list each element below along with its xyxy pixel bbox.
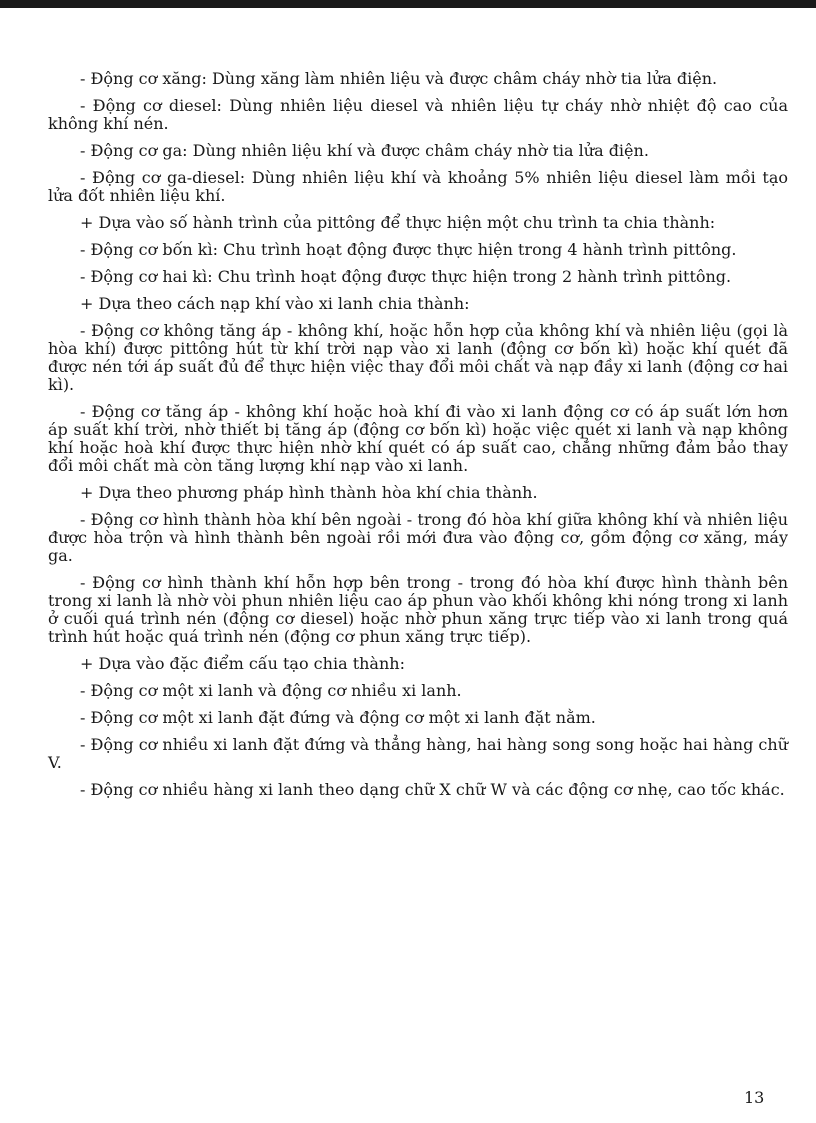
paragraph: + Dựa vào đặc điểm cấu tạo chia thành: [80,654,405,673]
scan-top-edge [0,0,816,8]
page-number: 13 [744,1088,765,1107]
paragraph: - Động cơ một xi lanh đặt đứng và động cơ một xi lanh đặt nằm. [80,708,596,727]
paragraph: - Động cơ không tăng áp - không khí, hoặc hỗn hợp của không khí và nhiên liệu (gọi là hòa khí) được pittông hút từ khí trời nạp vào xi lanh (động cơ bốn kì) hoặc khí quét đã được nén tới áp suất đủ để thực hiện việc thay đổi môi chất và nạp đầy xi lanh (động cơ hai kì). [48,321,788,394]
paragraph: + Dựa theo phương pháp hình thành hòa khí chia thành. [80,483,538,502]
paragraph: - Động cơ tăng áp - không khí hoặc hoà khí đi vào xi lanh động cơ có áp suất lớn hơn áp suất khí trời, nhờ thiết bị tăng áp (động cơ bốn kì) hoặc việc quét xi lanh và nạp không khí hoặc hoà khí được thực hiện nhờ khí quét có áp suất cao, chẳng những đảm bảo thay đổi môi chất mà còn tăng lượng khí nạp vào xi lanh. [48,402,788,475]
paragraph: - Động cơ ga: Dùng nhiên liệu khí và được châm cháy nhờ tia lửa điện. [80,141,649,160]
paragraph: - Động cơ bốn kì: Chu trình hoạt động được thực hiện trong 4 hành trình pittông. [80,240,737,259]
paragraph: - Động cơ nhiều xi lanh đặt đứng và thẳng hàng, hai hàng song song hoặc hai hàng chữ V. [48,735,788,772]
paragraph: - Động cơ hình thành khí hỗn hợp bên trong - trong đó hòa khí được hình thành bên trong xi lanh là nhờ vòi phun nhiên liệu cao áp phun vào khối không khi nóng trong xi lanh ở cuối quá trình nén (động cơ diesel) hoặc nhờ phun xăng trực tiếp vào xi lanh trong quá trình hút hoặc quá trình nén (động cơ phun xăng trực tiếp). [48,573,788,646]
paragraph: - Động cơ nhiều hàng xi lanh theo dạng chữ X chữ W và các động cơ nhẹ, cao tốc khác. [80,780,785,799]
paragraph: - Động cơ diesel: Dùng nhiên liệu diesel và nhiên liệu tự cháy nhờ nhiệt độ cao của không khí nén. [48,96,788,133]
paragraph: - Động cơ một xi lanh và động cơ nhiều xi lanh. [80,681,462,700]
paragraph: - Động cơ hai kì: Chu trình hoạt động được thực hiện trong 2 hành trình pittông. [80,267,732,286]
paragraph: + Dựa vào số hành trình của pittông để thực hiện một chu trình ta chia thành: [80,213,716,232]
paragraph: + Dựa theo cách nạp khí vào xi lanh chia thành: [80,294,470,313]
paragraph: - Động cơ xăng: Dùng xăng làm nhiên liệu và được châm cháy nhờ tia lửa điện. [80,69,718,88]
paragraph: - Động cơ ga-diesel: Dùng nhiên liệu khí và khoảng 5% nhiên liệu diesel làm mồi tạo lửa đốt nhiên liệu khí. [48,168,788,205]
page-body [48,70,788,808]
paragraph: - Động cơ hình thành hòa khí bên ngoài - trong đó hòa khí giữa không khí và nhiên liệu được hòa trộn và hình thành bên ngoài rồi mới đưa vào động cơ, gồm động cơ xăng, máy ga. [48,510,788,565]
